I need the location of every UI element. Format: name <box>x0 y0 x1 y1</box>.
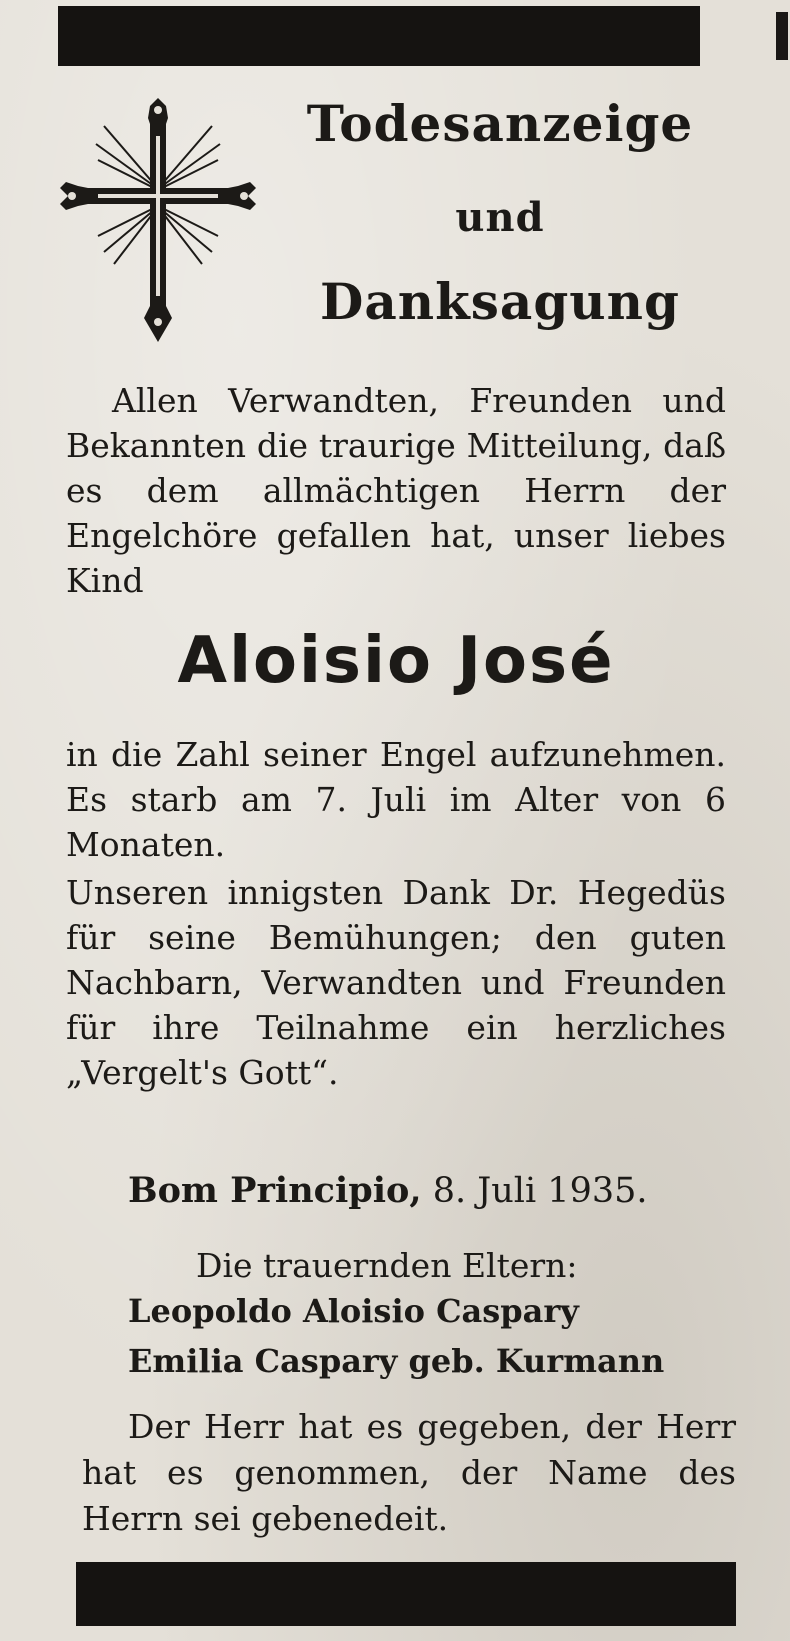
mourners-label: Die trauernden Eltern: <box>196 1246 578 1285</box>
place-date-line <box>128 1170 648 1211</box>
notice-title: Todesanzeige <box>306 94 694 153</box>
parent-father: Leopoldo Aloisio Caspary <box>128 1292 579 1330</box>
top-black-rule <box>58 6 700 66</box>
notice-date: 8. Juli 1935. <box>432 1171 648 1211</box>
closing-verse: Der Herr hat es gegeben, der Herr hat es genommen, der Name des Herrn sei gebenedeit. <box>82 1407 736 1538</box>
intro-paragraph: Allen Verwandten, Freunden und Bekannten die traurige Mitteilung, daß es dem allmächtigen Herrn der Engelchöre gefallen hat, unser liebes Kind <box>66 381 726 600</box>
child-name: Aloisio José <box>177 624 615 698</box>
radiant-cross-icon <box>58 96 258 346</box>
notice-subtitle: Danksagung <box>320 272 680 331</box>
parent-mother: Emilia Caspary geb. Kurmann <box>128 1342 665 1380</box>
place-name: Bom Principio, <box>128 1170 422 1211</box>
notice-conjunction: und <box>455 194 545 241</box>
bottom-black-rule <box>76 1562 736 1626</box>
death-paragraph: in die Zahl seiner Engel aufzunehmen. Es starb am 7. Juli im Alter von 6 Monaten. <box>66 735 726 864</box>
thanks-paragraph: Unseren innigsten Dank Dr. Hegedüs für seine Bemühungen; den guten Nachbarn, Verwandten und Freunden für ihre Teilnahme ein herzliches „Vergelt's Gott“. <box>66 873 726 1092</box>
edge-ink-mark <box>776 12 788 60</box>
